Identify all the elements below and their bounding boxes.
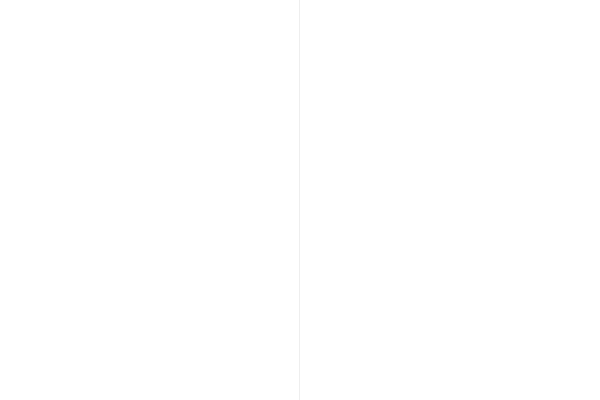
right-page	[300, 0, 600, 400]
